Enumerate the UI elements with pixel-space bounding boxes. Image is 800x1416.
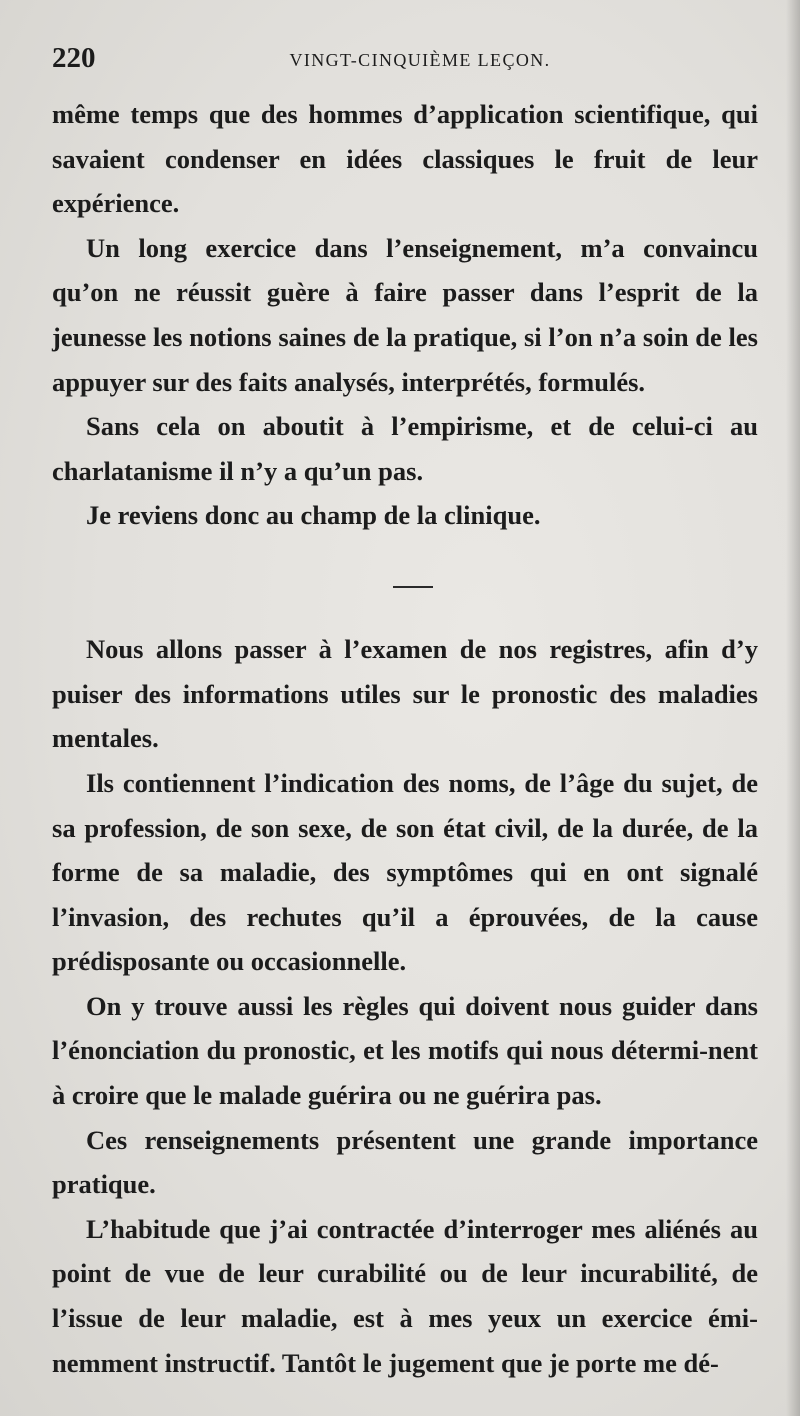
paragraph: Ces renseignements présentent une grande importance pratique.	[52, 1124, 758, 1200]
page-number: 220	[52, 42, 96, 74]
paragraph: Je reviens donc au champ de la clinique.	[86, 500, 541, 531]
paragraph: Un long exercice dans l’enseignement, m’a convaincu qu’on ne réussit guère à faire passer dans l’esprit de la jeunesse les notions saines de la pratique, si l’on n’a soin de les appuyer sur des faits analysés, interprétés, formulés.	[52, 232, 758, 397]
paragraph: Sans cela on aboutit à l’empirisme, et de celui-ci au charlatanisme il n’y a qu’un pas.	[52, 411, 758, 486]
paragraph: Ils contiennent l’indication des noms, de l’âge du sujet, de sa profession, de son sexe, de son état civil, de la durée, de la forme de sa maladie, des symptômes qui en ont signalé l’invasion, des rechutes qu’il a éprouvées, de la cause prédisposante ou occasionnelle.	[52, 767, 758, 977]
paragraph: L’habitude que j’ai contractée d’interroger mes aliénés au point de vue de leur curabilité ou de leur incurabilité, de l’issue de leur maladie, est à mes yeux un exercice émi-nemment instructif. Tantôt le jugement que je porte me dé-	[52, 1213, 758, 1378]
paragraph: Nous allons passer à l’examen de nos registres, afin d’y puiser des informations utiles sur le pronostic des maladies mentales.	[52, 634, 758, 754]
page-header	[50, 40, 750, 76]
page-body	[52, 92, 758, 1385]
separator-rule	[393, 586, 433, 588]
paragraph: On y trouve aussi les règles qui doivent nous guider dans l’énonciation du pronostic, et les motifs qui nous détermi-nent à croire que le malade guérira ou ne guérira pas.	[52, 990, 758, 1111]
section-separator	[52, 538, 758, 627]
running-head: VINGT-CINQUIÈME LEÇON.	[289, 50, 551, 70]
paragraph: même temps que des hommes d’application scientifique, qui savaient condenser en idées classiques le fruit de leur expérience.	[52, 99, 758, 219]
page-edge-shadow	[786, 0, 800, 1416]
